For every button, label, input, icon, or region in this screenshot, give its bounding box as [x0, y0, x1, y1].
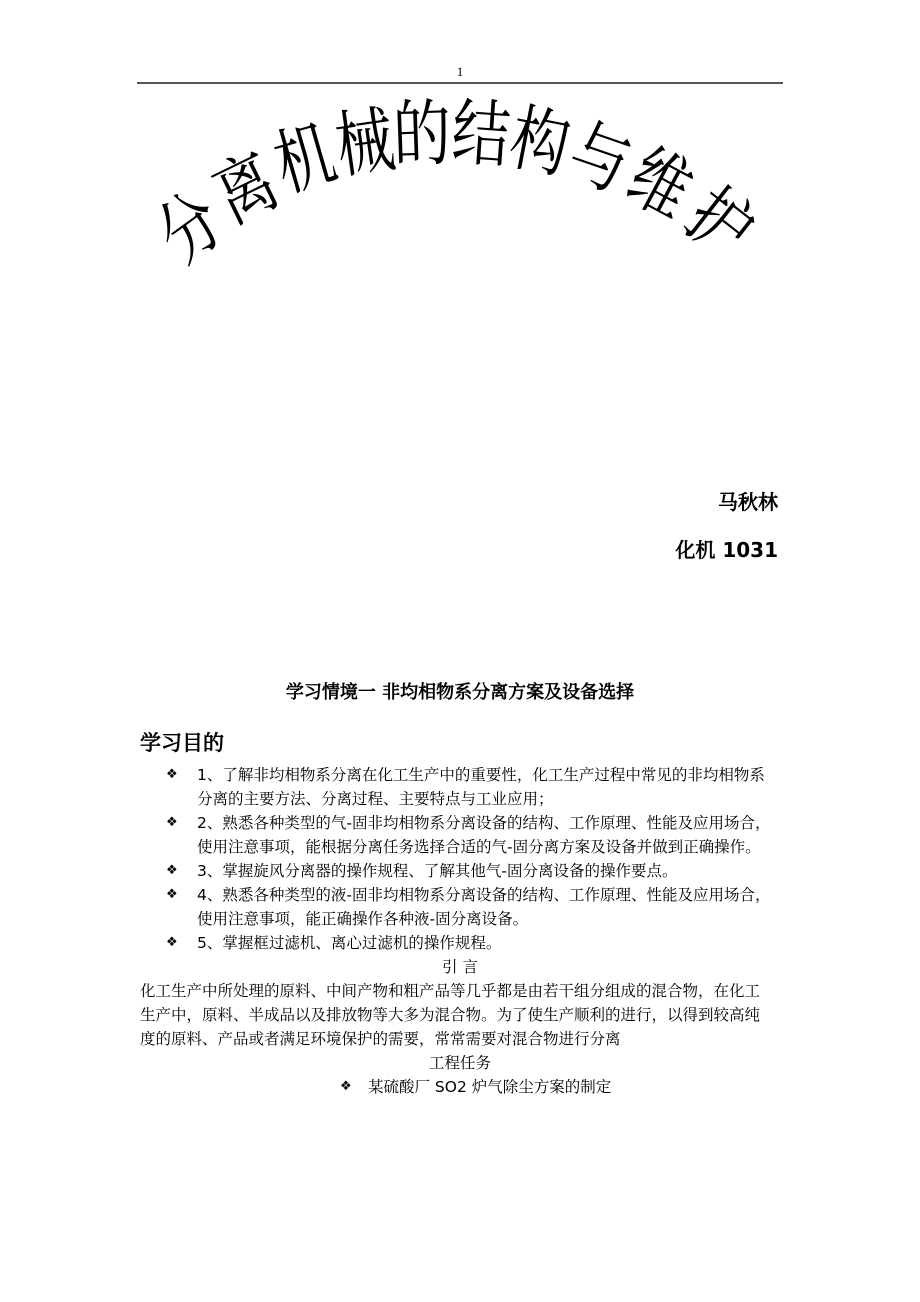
title-char: 离: [201, 138, 291, 240]
title-char: 的: [391, 90, 453, 178]
objective-line: 使用注意事项，能根据分离任务选择合适的气-固分离方案及设备并做到正确操作。: [197, 838, 761, 856]
title-char: 械: [330, 96, 400, 190]
author-class: 化机 1031: [675, 538, 778, 562]
objective-line: 使用注意事项，能正确操作各种液-固分离设备。: [197, 910, 529, 928]
task-item: 某硫酸厂 SO2 炉气除尘方案的制定: [368, 1078, 612, 1096]
intro-line: 化工生产中所处理的原料、中间产物和粗产品等几乎都是由若干组分组成的混合物，在化工: [140, 982, 761, 1000]
objective-line: 分离的主要方法、分离过程、主要特点与工业应用；: [197, 790, 554, 808]
objectives-title: 学习目的: [140, 731, 224, 755]
diamond-bullet-icon: ❖: [166, 767, 178, 782]
intro-line: 生产中，原料、半成品以及排放物等大多为混合物。为了使生产顺利的进行，以得到较高纯: [140, 1006, 761, 1024]
diamond-bullet-icon: ❖: [166, 887, 178, 902]
objective-line: 2、熟悉各种类型的气-固非均相物系分离设备的结构、工作原理、性能及应用场合，: [197, 814, 771, 832]
title-char: 分: [141, 176, 239, 280]
diamond-bullet-icon: ❖: [166, 935, 178, 950]
objective-line: 3、掌握旋风分离器的操作规程、了解其他气-固分离设备的操作要点。: [197, 862, 678, 880]
diamond-bullet-icon: ❖: [166, 863, 178, 878]
title-char: 与: [558, 108, 642, 208]
header-rule: [137, 82, 783, 84]
title-char: 构: [503, 94, 577, 190]
title-char: 机: [265, 110, 345, 208]
task-title: 工程任务: [428, 1054, 491, 1072]
intro-line: 度的原料、产品或者满足环境保护的需要，常常需要对混合物进行分离: [140, 1030, 621, 1048]
intro-title: 引 言: [442, 958, 478, 976]
objective-line: 1、了解非均相物系分离在化工生产中的重要性，化工生产过程中常见的非均相物系: [197, 766, 765, 784]
diamond-bullet-icon: ❖: [166, 815, 178, 830]
title-char: 维: [614, 132, 706, 236]
title-char: 护: [670, 171, 770, 275]
author-name: 马秋林: [718, 490, 778, 514]
page-number: 1: [456, 64, 464, 79]
diamond-bullet-icon: ❖: [340, 1079, 352, 1094]
title-char: 结: [449, 89, 513, 179]
objective-line: 4、熟悉各种类型的液-固非均相物系分离设备的结构、工作原理、性能及应用场合，: [197, 886, 771, 904]
objective-line: 5、掌握框过滤机、离心过滤机的操作规程。: [197, 934, 502, 952]
section-heading: 学习情境一 非均相物系分离方案及设备选择: [285, 682, 635, 703]
